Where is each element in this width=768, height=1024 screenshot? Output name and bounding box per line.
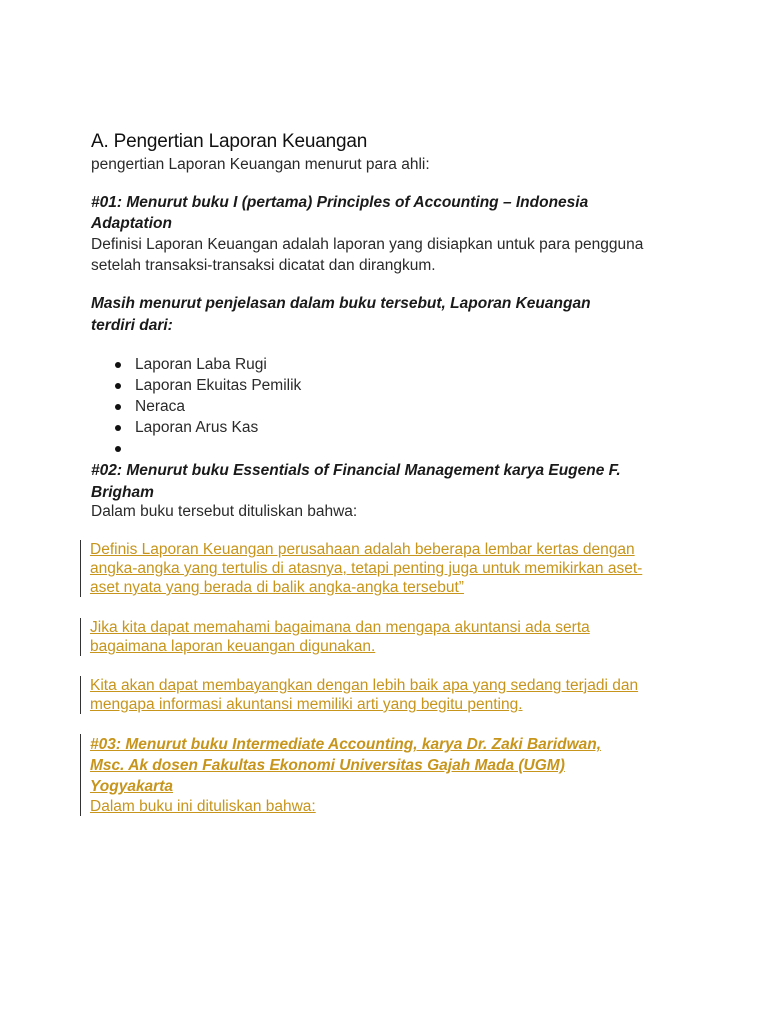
section2-heading-line2: Brigham: [91, 484, 154, 501]
list-item: [91, 354, 301, 375]
quote-link-line[interactable]: Jika kita dapat memahami bagaimana dan mengapa akuntansi ada serta: [90, 619, 590, 636]
section2-body: Dalam buku tersebut dituliskan bahwa:: [91, 503, 358, 520]
bullet-icon: [115, 446, 121, 452]
quote-link-line[interactable]: Definis Laporan Keuangan perusahaan adalah beberapa lembar kertas dengan: [90, 541, 635, 558]
quote-block-3: [80, 676, 638, 714]
list-item: [91, 438, 301, 459]
list-item: [91, 417, 301, 438]
list-item: [91, 396, 301, 417]
list-item-label: Laporan Laba Rugi: [135, 356, 267, 373]
list-item-label: Neraca: [135, 398, 185, 415]
section1-body-line1: Definisi Laporan Keuangan adalah laporan yang disiapkan untuk para pengguna: [91, 236, 644, 253]
quote-block-4: [80, 734, 601, 816]
intro-text: pengertian Laporan Keuangan menurut para ahli:: [91, 156, 430, 173]
quote-link-line[interactable]: angka-angka yang tertulis di atasnya, tetapi penting juga untuk memikirkan aset-: [90, 560, 643, 577]
section3-heading-link[interactable]: Yogyakarta: [90, 778, 173, 795]
subheading-line2: terdiri dari:: [91, 317, 173, 334]
list-item: [91, 375, 301, 396]
bullet-icon: [115, 362, 121, 368]
page-title: A. Pengertian Laporan Keuangan: [91, 131, 368, 152]
subheading-line1: Masih menurut penjelasan dalam buku tersebut, Laporan Keuangan: [91, 295, 591, 312]
quote-block-1: [80, 540, 642, 597]
section1-heading-line2: Adaptation: [91, 215, 172, 232]
report-types-list: [91, 354, 301, 459]
quote-link-line[interactable]: bagaimana laporan keuangan digunakan.: [90, 638, 376, 655]
quote-link-line[interactable]: Kita akan dapat membayangkan dengan lebih baik apa yang sedang terjadi dan: [90, 677, 639, 694]
bullet-icon: [115, 383, 121, 389]
quote-link-line[interactable]: aset nyata yang berada di balik angka-angka tersebut”: [90, 579, 464, 596]
list-item-label: Laporan Ekuitas Pemilik: [135, 377, 302, 394]
section1-body-line2: setelah transaksi-transaksi dicatat dan dirangkum.: [91, 257, 436, 274]
section3-heading-link[interactable]: #03: Menurut buku Intermediate Accounting, karya Dr. Zaki Baridwan,: [90, 736, 602, 753]
quote-link-line[interactable]: mengapa informasi akuntansi memiliki arti yang begitu penting.: [90, 696, 523, 713]
section1-heading-line1: #01: Menurut buku I (pertama) Principles of Accounting – Indonesia: [91, 194, 589, 211]
section3-heading-link[interactable]: Msc. Ak dosen Fakultas Ekonomi Universitas Gajah Mada (UGM): [90, 757, 565, 774]
bullet-icon: [115, 425, 121, 431]
quote-block-2: [80, 618, 590, 656]
section3-body-link[interactable]: Dalam buku ini dituliskan bahwa:: [90, 798, 316, 815]
list-item-label: Laporan Arus Kas: [135, 419, 259, 436]
section2-heading-line1: #02: Menurut buku Essentials of Financial Management karya Eugene F.: [91, 462, 621, 479]
bullet-icon: [115, 404, 121, 410]
